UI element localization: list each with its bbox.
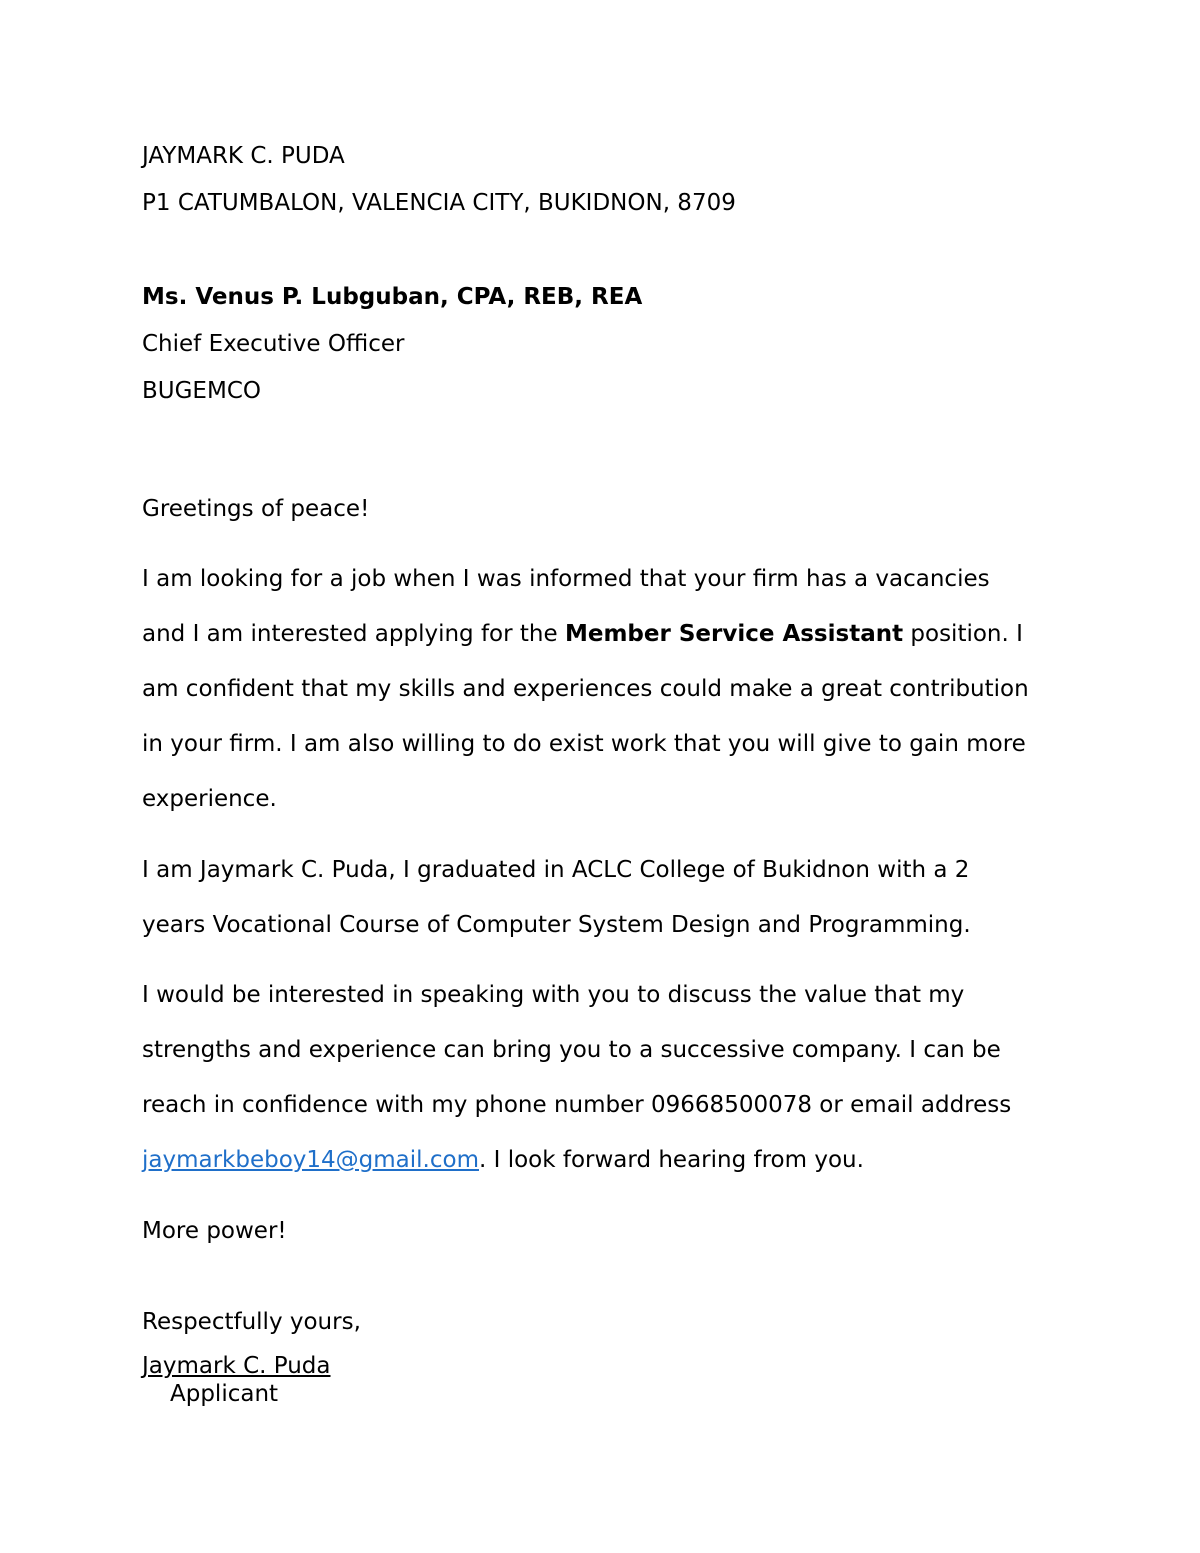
paragraph1-line3: am confident that my skills and experiences could make a great contribution bbox=[142, 676, 1029, 702]
paragraph3-line4 bbox=[142, 1145, 864, 1175]
email-link[interactable]: jaymarkbeboy14@gmail.com bbox=[142, 1147, 479, 1173]
paragraph1-line2-end: position. I bbox=[903, 621, 1023, 647]
closing: Respectfully yours, bbox=[142, 1309, 361, 1335]
sender-address: P1 CATUMBALON, VALENCIA CITY, BUKIDNON, 8709 bbox=[142, 190, 736, 216]
paragraph3-line4-end: . I look forward hearing from you. bbox=[478, 1147, 864, 1173]
paragraph3-line3: reach in confidence with my phone number 09668500078 or email address bbox=[142, 1092, 1012, 1118]
paragraph3-line1: I would be interested in speaking with you to discuss the value that my bbox=[142, 982, 965, 1008]
recipient-title: Chief Executive Officer bbox=[142, 331, 405, 357]
position-name: Member Service Assistant bbox=[564, 621, 904, 647]
paragraph2-line1: I am Jaymark C. Puda, I graduated in ACLC College of Bukidnon with a 2 bbox=[142, 857, 970, 883]
paragraph1-line5: experience. bbox=[142, 786, 277, 812]
recipient-company: BUGEMCO bbox=[142, 378, 261, 404]
recipient-name: Ms. Venus P. Lubguban, CPA, REB, REA bbox=[142, 284, 643, 310]
paragraph1-line2 bbox=[142, 619, 1023, 649]
greeting: Greetings of peace! bbox=[142, 496, 370, 522]
paragraph3-line2: strengths and experience can bring you to a successive company. I can be bbox=[142, 1037, 1001, 1063]
paragraph1-line1: I am looking for a job when I was informed that your firm has a vacancies bbox=[142, 566, 990, 592]
paragraph1-line4: in your firm. I am also willing to do exist work that you will give to gain more bbox=[142, 731, 1026, 757]
signature-name: Jaymark C. Puda bbox=[142, 1353, 331, 1379]
paragraph1-line2-start: and I am interested applying for the bbox=[142, 621, 565, 647]
sender-name: JAYMARK C. PUDA bbox=[142, 143, 345, 169]
paragraph2-line2: years Vocational Course of Computer System Design and Programming. bbox=[142, 912, 971, 938]
closing-remark: More power! bbox=[142, 1218, 287, 1244]
signature-role: Applicant bbox=[170, 1381, 279, 1407]
